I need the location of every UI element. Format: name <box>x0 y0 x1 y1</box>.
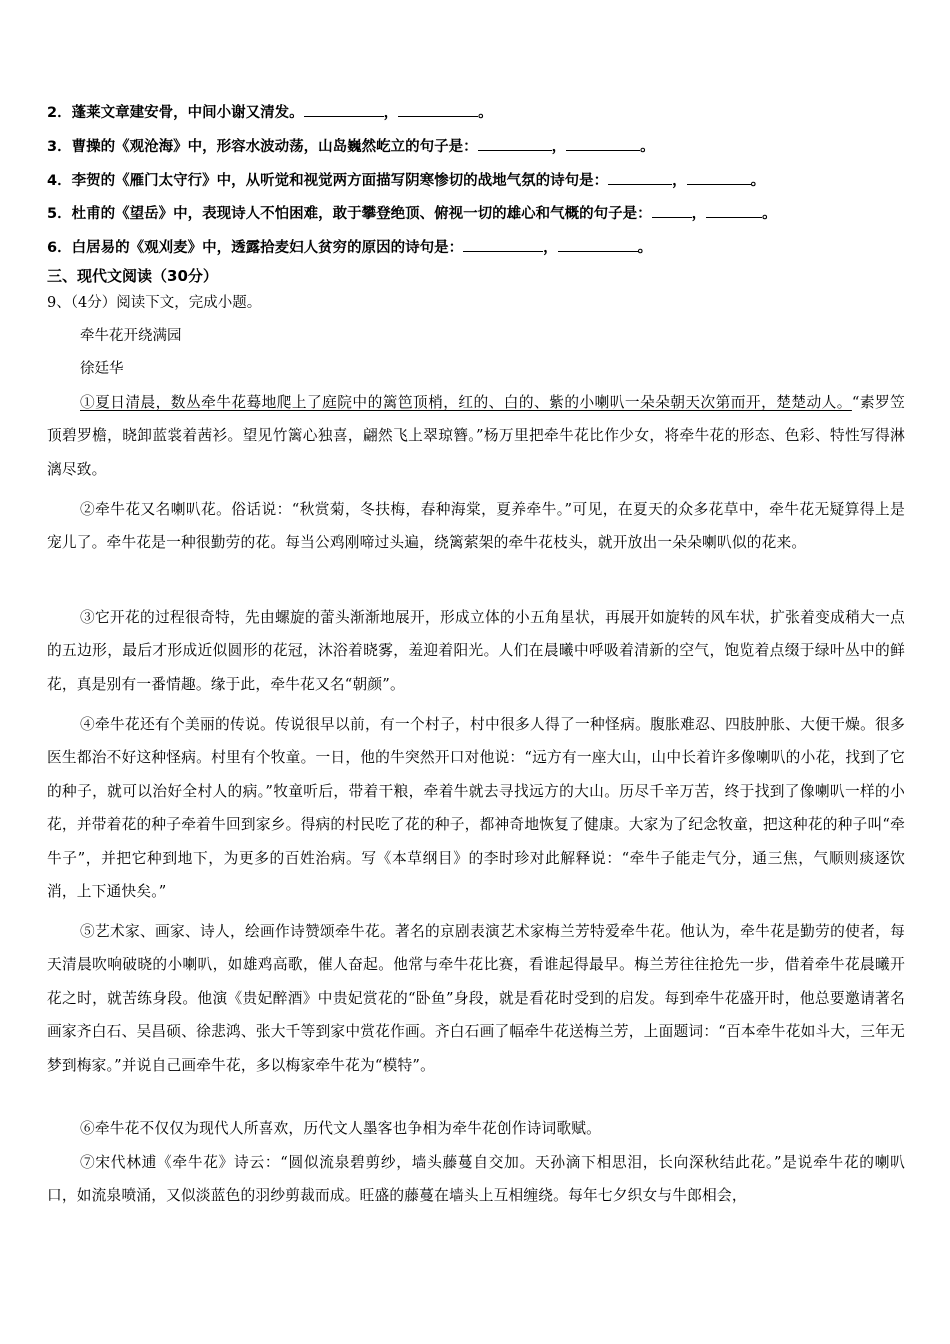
question-text: 5．杜甫的《望岳》中，表现诗人不怕困难，敢于攀登绝顶、俯视一切的雄心和气概的句子是： <box>47 206 652 222</box>
question-text: 6．白居易的《观刈麦》中，透露拾麦妇人贫穷的原因的诗句是： <box>47 240 464 256</box>
article-title: 牵牛花开绕满园 <box>80 328 182 344</box>
paragraph-7: ⑦宋代林逋《牵牛花》诗云：“圆似流泉碧剪纱，墙头藤蔓自交加。天孙滴下相思泪，长向深秋结此花。”是说牵牛花的喇叭口，如流泉喷涌，又似淡蓝色的羽纱剪裁而成。旺盛的藤蔓在墙头上互相缠绕。每年七夕织女与牛郎相会， <box>47 1154 905 1205</box>
section-title: 三、现代文阅读（30分） <box>47 267 218 285</box>
paragraph-3: ③它开花的过程很奇特，先由螺旋的蕾头渐渐地展开，形成立体的小五角星状，再展开如旋转的风车状，扩张着变成稍大一点的五边形，最后才形成近似圆形的花冠，沐浴着晓雾，羞迎着阳光。人们在晨曦中呼吸着清新的空气，饱览着点缀于绿叶丛中的鲜花，真是别有一番情趣。缘于此，牵牛花又名“朝颜”。 <box>47 609 905 693</box>
question-5: 5．杜甫的《望岳》中，表现诗人不怕困难，敢于攀登绝顶、俯视一切的雄心和气概的句子是： ， 。 <box>47 203 777 224</box>
question-4: 4．李贺的《雁门太守行》中，从听觉和视觉两方面描写阴寒惨切的战地气氛的诗句是： ， 。 <box>47 170 765 191</box>
answer-blank[interactable] <box>566 136 640 151</box>
question-3: 3．曹操的《观沧海》中，形容水波动荡，山岛巍然屹立的句子是： ， 。 <box>47 136 655 157</box>
answer-blank[interactable] <box>652 203 692 218</box>
answer-blank[interactable] <box>398 102 478 117</box>
question-text: 4．李贺的《雁门太守行》中，从听觉和视觉两方面描写阴寒惨切的战地气氛的诗句是： <box>47 173 609 189</box>
question-2: 2．蓬莱文章建安骨，中间小谢又清发。 ， 。 <box>47 102 493 123</box>
answer-blank[interactable] <box>478 136 552 151</box>
underlined-sentence: ①夏日清晨，数丛牵牛花蓦地爬上了庭院中的篱笆顶梢，红的、白的、紫的小喇叭一朵朵朝天次第而开，楚楚动人。 <box>80 394 852 411</box>
question-6: 6．白居易的《观刈麦》中，透露拾麦妇人贫穷的原因的诗句是： ， 。 <box>47 237 652 258</box>
answer-blank[interactable] <box>608 170 672 185</box>
question-intro: 9、（4分）阅读下文，完成小题。 <box>47 295 262 311</box>
answer-blank[interactable] <box>558 237 638 252</box>
answer-blank[interactable] <box>304 102 384 117</box>
question-text: 3．曹操的《观沧海》中，形容水波动荡，山岛巍然屹立的句子是： <box>47 139 478 155</box>
paragraph-5: ⑤艺术家、画家、诗人，绘画作诗赞颂牵牛花。著名的京剧表演艺术家梅兰芳特爱牵牛花。他认为，牵牛花是勤劳的使者，每天清晨吹响破晓的小喇叭，如雄鸡高歌，催人奋起。他常与牵牛花比赛，看谁起得最早。梅兰芳往往抢先一步，借着牵牛花晨曦开花之时，就苦练身段。他演《贵妃醉酒》中贵妃赏花的“卧鱼”身段，就是看花时受到的启发。每到牵牛花盛开时，他总要邀请著名画家齐白石、吴昌硕、徐悲鸿、张大千等到家中赏花作画。齐白石画了幅牵牛花送梅兰芳，上面题词：“百本牵牛花如斗大，三年无梦到梅家。”并说自己画牵牛花，多以梅家牵牛花为“模特”。 <box>47 923 905 1074</box>
article-author: 徐廷华 <box>80 361 124 377</box>
paragraph-1: ①夏日清晨，数丛牵牛花蓦地爬上了庭院中的篱笆顶梢，红的、白的、紫的小喇叭一朵朵朝天次第而开，楚楚动人。“素罗笠顶碧罗檐，晓卸蓝裳着茜衫。望见竹篱心独喜，翩然飞上翠琼簪。”杨万里把牵牛花比作少女，将牵牛花的形态、色彩、特性写得淋漓尽致。 <box>47 394 906 478</box>
answer-blank[interactable] <box>463 237 543 252</box>
answer-blank[interactable] <box>706 203 762 218</box>
answer-blank[interactable] <box>687 170 751 185</box>
paragraph-2: ②牵牛花又名喇叭花。俗话说：“秋赏菊，冬扶梅，春种海棠，夏养牵牛。”可见，在夏天的众多花草中，牵牛花无疑算得上是宠儿了。牵牛花是一种很勤劳的花。每当公鸡刚啼过头遍，绕篱萦架的牵牛花枝头，就开放出一朵朵喇叭似的花来。 <box>47 501 905 552</box>
question-text: 2．蓬莱文章建安骨，中间小谢又清发。 <box>47 105 304 121</box>
paragraph-4: ④牵牛花还有个美丽的传说。传说很早以前，有一个村子，村中很多人得了一种怪病。腹胀难忍、四肢肿胀、大便干燥。很多医生都治不好这种怪病。村里有个牧童。一日，他的牛突然开口对他说：“远方有一座大山，山中长着许多像喇叭的小花，找到了它的种子，就可以治好全村人的病。”牧童听后，带着干粮，牵着牛就去寻找远方的大山。历尽千辛万苦，终于找到了像喇叭一样的小花，并带着花的种子牵着牛回到家乡。得病的村民吃了花的种子，都神奇地恢复了健康。大家为了纪念牧童，把这种花的种子叫“牵牛子”，并把它种到地下，为更多的百姓治病。写《本草纲目》的李时珍对此解释说：“牵牛子能走气分，通三焦，气顺则痰逐饮消，上下通快矣。” <box>47 716 905 901</box>
paragraph-6: ⑥牵牛花不仅仅为现代人所喜欢，历代文人墨客也争相为牵牛花创作诗词歌赋。 <box>80 1120 602 1137</box>
